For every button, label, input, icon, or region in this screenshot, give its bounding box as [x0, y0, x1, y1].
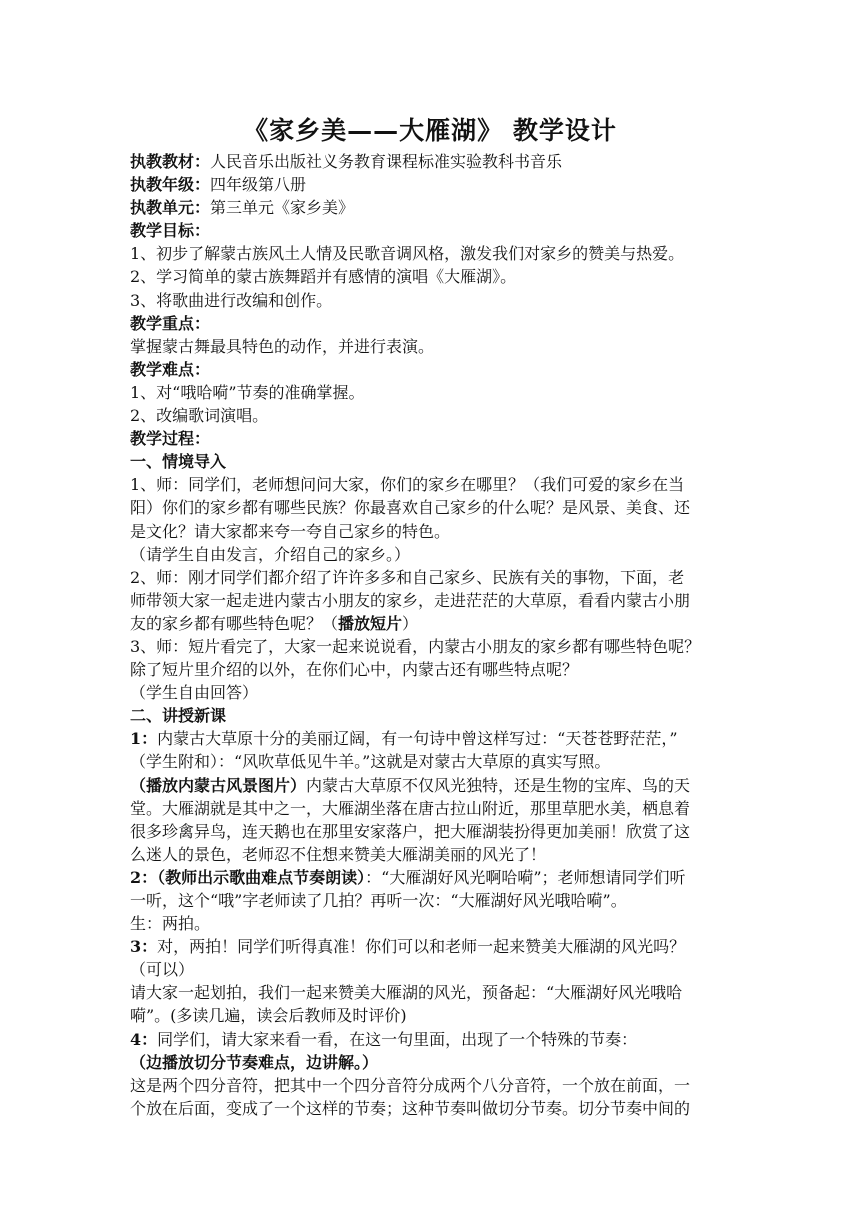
text-run: （请学生自由发言，介绍自己的家乡。）: [130, 544, 411, 564]
text-line: [130, 1028, 740, 1051]
text-line: [130, 958, 740, 981]
text-line: [130, 1004, 740, 1027]
text-run: 3、将歌曲进行改编和创作。: [130, 290, 333, 310]
text-line: [130, 589, 740, 612]
text-run: （可以）: [130, 960, 195, 980]
text-line: [130, 566, 740, 589]
text-run: 友的家乡都有哪些特色呢？（: [130, 613, 339, 633]
text-run: 1、对“哦哈嗬”节奏的准确掌握。: [130, 382, 365, 402]
text-run: 1、初步了解蒙古族风土人情及民歌音调风格，激发我们对家乡的赞美与热爱。: [130, 244, 685, 264]
bold-text: 执教教材：: [130, 152, 211, 171]
text-line: [130, 1051, 740, 1074]
text-run: 3、师：短片看完了，大家一起来说说看，内蒙古小朋友的家乡都有哪些特色呢？: [130, 636, 701, 656]
text-line: [130, 196, 740, 219]
text-run: 个放在后面，变成了一个这样的节奏；这种节奏叫做切分节奏。切分节奏中间的: [130, 1098, 691, 1118]
text-line: [130, 704, 740, 727]
text-line: [130, 404, 740, 427]
text-line: [130, 312, 740, 335]
text-line: [130, 612, 740, 635]
bold-text: 执教单元：: [130, 198, 211, 218]
text-line: [130, 543, 740, 566]
text-line: [130, 450, 740, 473]
text-line: [130, 1074, 740, 1097]
bold-text: （播放内蒙古风景图片）: [130, 775, 307, 795]
bold-text: 4：: [130, 1029, 158, 1049]
text-line: [130, 265, 740, 288]
text-line: [130, 381, 740, 404]
text-line: [130, 358, 740, 381]
text-run: 同学们，请大家来看一看，在这一句里面，出现了一个特殊的节奏：: [157, 1029, 638, 1049]
text-line: [130, 797, 740, 820]
text-line: [130, 843, 740, 866]
text-run: （学生附和）：“风吹草低见牛羊。”这就是对蒙古大草原的真实写照。: [130, 752, 611, 772]
text-line: [130, 219, 740, 242]
text-run: 堂。大雁湖就是其中之一，大雁湖坐落在唐古拉山附近，那里草肥水美，栖息着: [130, 798, 691, 818]
text-line: [130, 473, 740, 496]
bold-text: 3：: [130, 937, 158, 957]
text-line: [130, 289, 740, 312]
text-run: 阳）你们的家乡都有哪些民族？你最喜欢自己家乡的什么呢？是风景、美食、还: [130, 498, 691, 518]
bold-text: 一、情境导入: [130, 452, 227, 472]
bold-text: 教学重点：: [130, 313, 211, 333]
text-run: 1、师：同学们，老师想问问大家，你们的家乡在哪里？（我们可爱的家乡在当: [130, 475, 685, 495]
text-run: 很多珍禽异鸟，连天鹅也在那里安家落户，把大雁湖装扮得更加美丽！欣赏了这: [130, 821, 691, 841]
text-run: 2、学习简单的蒙古族舞蹈并有感情的演唱《大雁湖》。: [130, 267, 517, 287]
bold-text: 教学难点：: [130, 359, 211, 379]
text-line: [130, 150, 740, 173]
bold-text: 执教年级：: [130, 175, 211, 195]
bold-text: 2：（教师出示歌曲难点节奏朗读）: [130, 867, 366, 887]
bold-text: 教学目标：: [130, 221, 211, 241]
text-line: [130, 520, 740, 543]
text-run: 2、改编歌词演唱。: [130, 406, 269, 426]
text-line: [130, 427, 740, 450]
text-run: 么迷人的景色，老师忍不住想来赞美大雁湖美丽的风光了！: [130, 844, 547, 864]
text-line: [130, 866, 740, 889]
bold-text: 1：: [130, 729, 158, 749]
bold-text: 教学过程：: [130, 429, 211, 449]
text-run: 掌握蒙古舞最具特色的动作，并进行表演。: [130, 336, 435, 356]
text-line: [130, 681, 740, 704]
text-line: [130, 173, 740, 196]
document-body: [130, 150, 740, 1120]
text-line: [130, 1097, 740, 1120]
text-line: [130, 496, 740, 519]
text-run: 除了短片里介绍的以外，在你们心中，内蒙古还有哪些特点呢？: [130, 660, 579, 680]
text-run: 一听，这个“哦”字老师读了几拍？再听一次：“大雁湖好风光哦哈嗬”。: [130, 891, 627, 910]
text-run: ）: [402, 613, 419, 633]
bold-text: 播放短片: [338, 613, 403, 633]
text-run: 人民音乐出版社义务教育课程标准实验教科书音乐: [210, 152, 563, 171]
text-line: [130, 935, 740, 958]
document-title: 《家乡美——大雁湖》 教学设计: [243, 116, 617, 145]
text-line: [130, 335, 740, 358]
text-line: [130, 727, 740, 750]
text-line: [130, 981, 740, 1004]
text-run: 这是两个四分音符，把其中一个四分音符分成两个八分音符，一个放在前面，一: [130, 1075, 691, 1095]
text-run: 2、师：刚才同学们都介绍了许许多多和自己家乡、民族有关的事物，下面，老: [130, 567, 685, 587]
text-line: [130, 912, 740, 935]
bold-text: （边播放切分节奏难点，边讲解。）: [130, 1052, 379, 1072]
text-line: [130, 820, 740, 843]
text-run: 内蒙古大草原不仅风光独特，还是生物的宝库、鸟的天: [306, 775, 691, 795]
text-run: ：“大雁湖好风光啊哈嗬”；老师想请同学们听: [365, 867, 686, 887]
text-run: 师带领大家一起走进内蒙古小朋友的家乡，走进茫茫的大草原，看看内蒙古小朋: [130, 590, 691, 610]
bold-text: 二、讲授新课: [130, 706, 227, 726]
text-run: 内蒙古大草原十分的美丽辽阔，有一句诗中曾这样写过：“天苍苍野茫茫，”: [157, 729, 678, 749]
text-run: 请大家一起划拍，我们一起来赞美大雁湖的风光，预备起：“大雁湖好风光哦哈: [130, 983, 683, 1003]
text-line: [130, 774, 740, 797]
text-run: 是文化？请大家都来夸一夸自己家乡的特色。: [130, 521, 451, 541]
text-run: 生：两拍。: [130, 914, 211, 934]
text-line: [130, 242, 740, 265]
text-line: [130, 889, 740, 912]
text-run: 嗬”。(多读几遍，读会后教师及时评价): [130, 1006, 407, 1026]
text-run: 第三单元《家乡美》: [210, 198, 355, 218]
text-line: [130, 658, 740, 681]
text-line: [130, 635, 740, 658]
text-line: [130, 750, 740, 773]
text-run: （学生自由回答）: [130, 683, 259, 703]
text-run: 四年级第八册: [210, 175, 307, 195]
text-run: 对，两拍！同学们听得真准！你们可以和老师一起来赞美大雁湖的风光吗？: [157, 937, 686, 957]
